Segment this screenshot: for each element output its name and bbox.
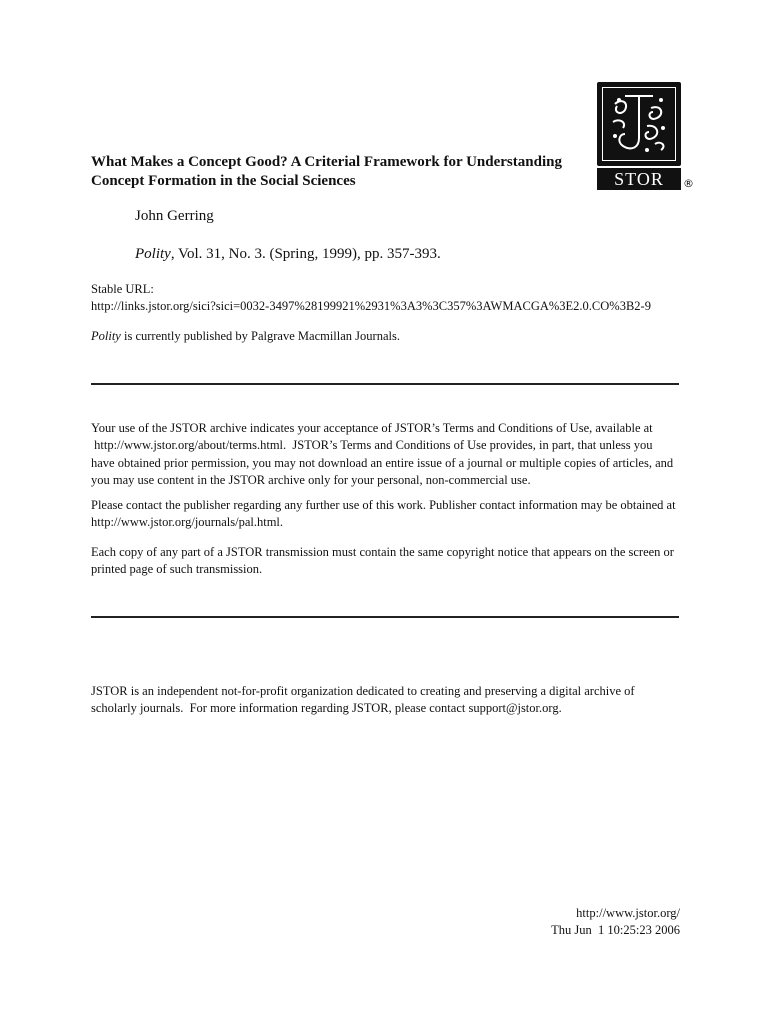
jstor-logo-wordmark: STOR bbox=[597, 168, 681, 190]
author-name: John Gerring bbox=[135, 208, 214, 224]
ornamental-j-icon bbox=[603, 88, 674, 159]
jstor-logo-emblem bbox=[597, 82, 681, 166]
terms-line-3: have obtained prior permission, you may not download an entire issue of a journal or multiple copies of articles, and bbox=[91, 455, 674, 470]
citation bbox=[135, 246, 441, 263]
divider-bottom bbox=[91, 616, 679, 618]
article-title bbox=[91, 153, 581, 191]
divider-top bbox=[91, 383, 679, 385]
title-line-2: Concept Formation in the Social Sciences bbox=[91, 173, 356, 189]
citation-journal: Polity bbox=[135, 246, 171, 262]
registered-mark: ® bbox=[683, 177, 694, 190]
publisher-journal: Polity bbox=[91, 329, 121, 343]
publisher-note bbox=[91, 329, 400, 344]
contact-paragraph bbox=[91, 497, 683, 532]
citation-details: , Vol. 31, No. 3. (Spring, 1999), pp. 357-393. bbox=[170, 246, 441, 262]
stable-url-label: Stable URL: bbox=[91, 282, 154, 296]
footer-timestamp: Thu Jun 1 10:25:23 2006 bbox=[551, 923, 680, 937]
contact-line-2[interactable]: http://www.jstor.org/journals/pal.html. bbox=[91, 515, 284, 530]
about-line-2: scholarly journals. For more information regarding JSTOR, please contact support@jstor.org. bbox=[91, 701, 562, 716]
footer bbox=[551, 905, 680, 939]
about-line-1: JSTOR is an independent not-for-profit organization dedicated to creating and preserving a digital archive of bbox=[91, 684, 635, 698]
about-paragraph bbox=[91, 683, 683, 718]
copyright-line-2: printed page of such transmission. bbox=[91, 562, 263, 577]
publisher-text: is currently published by Palgrave Macmillan Journals. bbox=[120, 329, 400, 343]
stable-url-link[interactable]: http://links.jstor.org/sici?sici=0032-3497%28199921%2931%3A3%3C357%3AWMACGA%3E2.0.CO%3B2-9 bbox=[91, 299, 651, 313]
terms-line-4: you may use content in the JSTOR archive only for your personal, non-commercial use. bbox=[91, 473, 531, 488]
stable-url-block bbox=[91, 281, 651, 315]
footer-url[interactable]: http://www.jstor.org/ bbox=[576, 906, 680, 920]
contact-line-1: Please contact the publisher regarding any further use of this work. Publisher contact information may be obtained at bbox=[91, 498, 676, 512]
terms-line-2[interactable]: http://www.jstor.org/about/terms.html. JSTOR’s Terms and Conditions of Use provides, in part, that unless you bbox=[91, 438, 653, 453]
title-line-1: What Makes a Concept Good? A Criterial Framework for Understanding bbox=[91, 154, 562, 170]
jstor-logo bbox=[597, 82, 681, 190]
terms-paragraph bbox=[91, 420, 683, 490]
copyright-paragraph bbox=[91, 544, 683, 579]
copyright-line-1: Each copy of any part of a JSTOR transmission must contain the same copyright notice that appears on the screen or bbox=[91, 545, 674, 559]
terms-line-1: Your use of the JSTOR archive indicates your acceptance of JSTOR’s Terms and Conditions of Use, available at bbox=[91, 421, 653, 435]
